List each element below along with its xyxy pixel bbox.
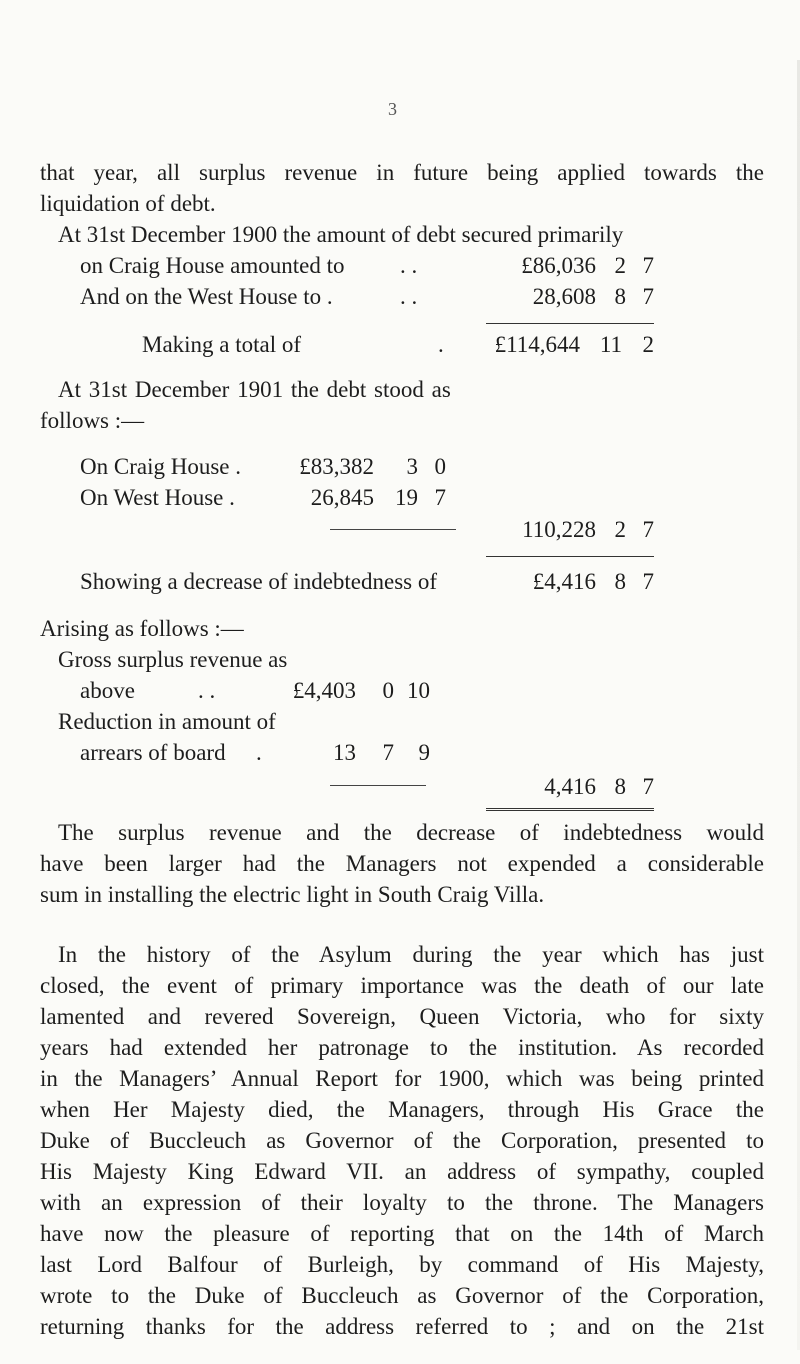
para3-line-11: last Lord Balfour of Burleigh, by command of His Majesty, (40, 1252, 764, 1277)
debt-1900-total-pence: 2 (642, 332, 654, 357)
debt-1900-west-shillings: 8 (614, 284, 626, 309)
debt-1901-craig-pence: 0 (434, 454, 446, 479)
arising-item1-line2: above (80, 678, 135, 703)
para3-line-9: with an expression of their loyalty to the throne. The Managers (40, 1190, 764, 1215)
debt-1900-total-shillings: 11 (599, 332, 622, 357)
debt-1900-craig-pounds: £86,036 (521, 253, 596, 278)
arising-item2-pence: 9 (418, 740, 430, 765)
para3-line-6: when Her Majesty died, the Managers, through His Grace the (40, 1097, 764, 1122)
arising-item2-pounds: 13 (333, 740, 356, 765)
intro-line-2: liquidation of debt. (40, 191, 216, 216)
debt-1900-west-pence: 7 (642, 284, 654, 309)
debt-1901-west-shillings: 19 (395, 485, 418, 510)
debt-1900-total-leader: . (438, 332, 444, 357)
arising-total-pounds: 4,416 (544, 774, 596, 799)
debt-1900-west-pounds: 28,608 (532, 284, 596, 309)
para3-line-4: years had extended her patronage to the institution. As recorded (40, 1035, 764, 1060)
decrease-pounds: £4,416 (532, 569, 596, 594)
debt-1900-west-leader: . . (400, 284, 418, 309)
arising-item2-line2: arrears of board (80, 740, 226, 765)
para2-line-3: sum in installing the electric light in South Craig Villa. (40, 882, 545, 907)
para3-line-10: have now the pleasure of reporting that on the 14th of March (40, 1221, 764, 1246)
debt-1900-total-label: Making a total of (142, 332, 302, 357)
decrease-label: Showing a decrease of indebtedness of (80, 569, 438, 594)
para3-line-8: His Majesty King Edward VII. an address of sympathy, coupled (40, 1159, 764, 1184)
debt-1900-craig-label: on Craig House amounted to (80, 253, 345, 278)
debt-1900-craig-leader: . . (400, 253, 418, 278)
decrease-shillings: 8 (614, 569, 626, 594)
para3-line-2: closed, the event of primary importance was the death of our late (40, 973, 764, 998)
debt-1900-west-label: And on the West House to . (80, 284, 333, 309)
final-double-rule (486, 808, 654, 813)
intro-line-1: that year, all surplus revenue in future being applied towards the (40, 160, 764, 185)
arising-item1-pounds: £4,403 (292, 678, 356, 703)
arising-total-pence: 7 (642, 774, 654, 799)
debt-1901-craig-pounds: £83,382 (299, 454, 374, 479)
arising-item2-line1: Reduction in amount of (58, 709, 276, 734)
bracket-dash (330, 529, 456, 530)
arising-item1-shillings: 0 (382, 678, 394, 703)
para2-line-2: have been larger had the Managers not expended a considerable (40, 851, 764, 876)
para3-line-5: in the Managers’ Annual Report for 1900, which was being printed (40, 1066, 764, 1091)
debt-1901-west-pence: 7 (434, 485, 446, 510)
decrease-rule (486, 556, 654, 557)
arising-heading: Arising as follows :— (40, 616, 244, 641)
debt-1901-craig-shillings: 3 (406, 454, 418, 479)
debt-1901-total-pounds: 110,228 (522, 517, 596, 542)
decrease-pence: 7 (642, 569, 654, 594)
page-number: 3 (388, 99, 397, 119)
para3-line-1: In the history of the Asylum during the year which has just (58, 942, 764, 967)
debt-1901-west-pounds: 26,845 (310, 485, 374, 510)
debt-1900-heading: At 31st December 1900 the amount of debt secured primarily (58, 222, 624, 247)
arising-item2-shillings: 7 (382, 740, 394, 765)
para3-line-3: lamented and revered Sovereign, Queen Victoria, who for sixty (40, 1004, 764, 1029)
arising-item2-leader: . (256, 740, 262, 765)
debt-1900-craig-shillings: 2 (614, 253, 626, 278)
arising-item1-pence: 10 (407, 678, 430, 703)
arising-total-shillings: 8 (614, 774, 626, 799)
debt-1901-heading: At 31st December 1901 the debt stood as (58, 377, 451, 402)
debt-1901-total-shillings: 2 (614, 517, 626, 542)
debt-1901-craig-label: On Craig House . (80, 454, 241, 479)
para3-line-13: returning thanks for the address referred to ; and on the 21st (40, 1314, 764, 1339)
debt-1901-heading-2: follows :— (40, 408, 145, 433)
arising-item1-leader: . . (198, 678, 216, 703)
debt-1901-west-label: On West House . (80, 485, 235, 510)
debt-1900-total-pounds: £114,644 (494, 332, 580, 357)
subtotal-rule (486, 323, 654, 324)
arising-item1-line1: Gross surplus revenue as (58, 647, 288, 672)
bracket-dash-2 (330, 785, 426, 786)
para2-line-1: The surplus revenue and the decrease of indebtedness would (58, 820, 764, 845)
para3-line-7: Duke of Buccleuch as Governor of the Corporation, presented to (40, 1128, 764, 1153)
debt-1901-total-pence: 7 (642, 517, 654, 542)
debt-1900-craig-pence: 7 (642, 253, 654, 278)
para3-line-12: wrote to the Duke of Buccleuch as Governor of the Corporation, (40, 1283, 764, 1308)
